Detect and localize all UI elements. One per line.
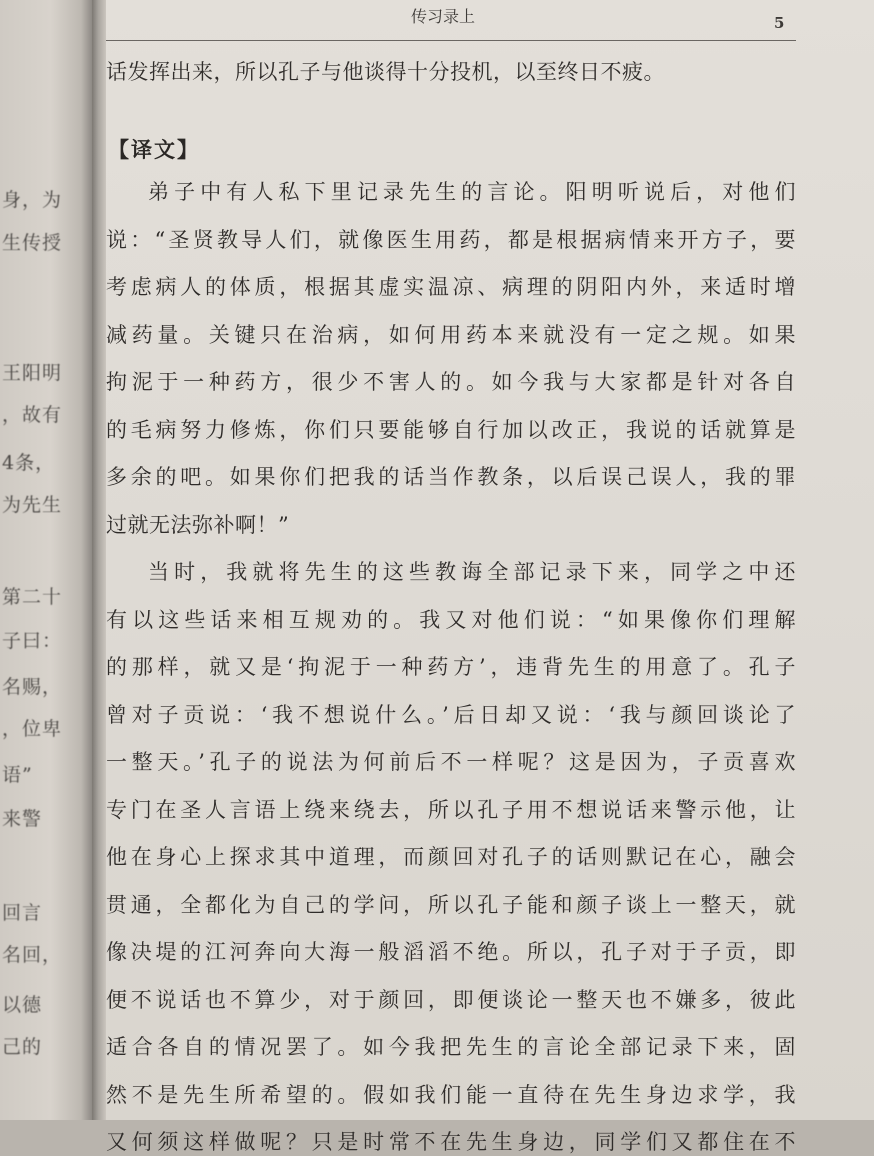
left-page-fragment: 以德	[2, 994, 43, 1016]
section-heading: 【译文】	[108, 137, 200, 162]
text-line: 贯通，全都化为自己的学问，所以孔子能和颜子谈上一整天，就	[106, 892, 796, 917]
text-line: 弟子中有人私下里记录先生的言论。阳明听说后，对他们	[148, 180, 796, 204]
left-page-fragment: 语”	[2, 764, 33, 786]
text-line: 一整天。’孔子的说法为何前后不一样呢？这是因为，子贡喜欢	[106, 750, 796, 774]
text-line: 的毛病努力修炼，你们只要能够自行加以改正，我说的话就算是	[106, 417, 796, 442]
text-line: 过就无法弥补啊！”	[106, 512, 290, 537]
left-page-fragment: 身，为	[2, 189, 63, 211]
left-page-fragment: 为先生	[2, 494, 63, 516]
text-line: 像决堤的江河奔向大海一般滔滔不绝。所以，孔子对于子贡，即	[106, 940, 796, 964]
left-page-fragment: 王阳明	[2, 362, 63, 384]
text-line: 专门在圣人言语上绕来绕去，所以孔子用不想说话来警示他，让	[106, 797, 796, 822]
left-page-edge	[0, 0, 92, 1120]
text-line: 考虑病人的体质，根据其虚实温凉、病理的阴阳内外，来适时增	[106, 275, 796, 299]
text-line: 适合各自的情况罢了。如今我把先生的言论全部记录下来，固	[106, 1035, 796, 1059]
text-line: 曾对子贡说：‘我不想说什么。’后日却又说：‘我与颜回谈论了	[106, 702, 796, 727]
text-line: 有以这些话来相互规劝的。我又对他们说：“如果像你们理解	[106, 607, 796, 632]
left-page-fragment: 第二十	[2, 586, 63, 608]
header-title: 传习录上	[411, 7, 476, 26]
text-line: 便不说话也不算少，对于颜回，即便谈论一整天也不嫌多，彼此	[106, 987, 796, 1012]
continuation-line: 话发挥出来，所以孔子与他谈得十分投机，以至终日不疲。	[106, 60, 665, 84]
left-page-fragment: 生传授	[2, 232, 63, 254]
left-page-fragment: 来警	[2, 808, 43, 830]
left-page-fragment: 子曰：	[2, 630, 63, 652]
left-page-fragment: 回言	[2, 902, 43, 924]
text-line: 又何须这样做呢？只是时常不在先生身边，同学们又都住在不	[106, 1130, 796, 1154]
text-line: 他在身心上探求其中道理，而颜回对孔子的话则默记在心，融会	[106, 845, 796, 869]
left-page-fragment: ，故有	[2, 404, 63, 426]
text-line: 说：“圣贤教导人们，就像医生用药，都是根据病情来开方子，要	[106, 227, 796, 252]
left-page-fragment: 名赐，	[2, 676, 63, 698]
text-line: 当时，我就将先生的这些教诲全部记录下来，同学之中还	[148, 560, 796, 584]
text-line: 的那样，就又是‘拘泥于一种药方’，违背先生的用意了。孔子	[106, 655, 796, 679]
page-number: 5	[774, 14, 785, 32]
body-text	[106, 0, 874, 1154]
text-line: 多余的吧。如果你们把我的话当作教条，以后误己误人，我的罪	[106, 465, 796, 489]
text-line: 减药量。关键只在治病，如何用药本来就没有一定之规。如果	[106, 322, 796, 347]
left-page-fragment: 名回，	[2, 944, 63, 966]
right-page	[106, 0, 874, 1154]
left-page-fragment: 4条，	[2, 452, 56, 474]
text-line: 拘泥于一种药方，很少不害人的。如今我与大家都是针对各自	[106, 370, 796, 394]
text-line: 然不是先生所希望的。假如我们能一直待在先生身边求学，我	[106, 1082, 796, 1107]
left-page-fragment: ，位卑	[2, 718, 63, 740]
left-page-fragment: 己的	[2, 1036, 43, 1058]
book-spine	[92, 0, 106, 1120]
